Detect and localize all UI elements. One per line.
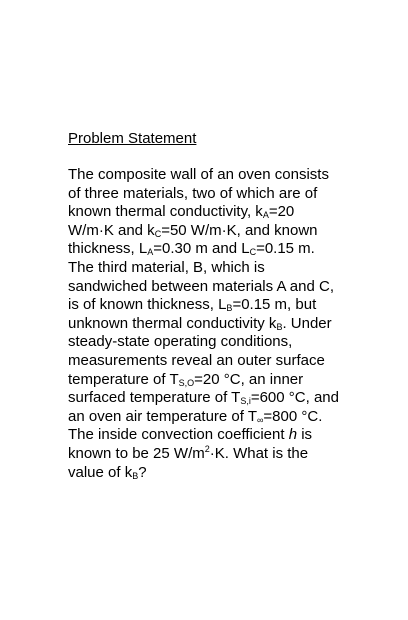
subscript-text: A <box>262 210 269 221</box>
paragraph-line <box>68 185 368 204</box>
paragraph-line <box>68 389 368 408</box>
paragraph-line <box>68 408 368 427</box>
paragraph-text: known thermal conductivity, k <box>68 203 263 221</box>
paragraph-text: known to be 25 W/m <box>68 444 205 462</box>
paragraph-line <box>68 240 368 259</box>
paragraph-line <box>68 352 368 371</box>
paragraph-text: =0.15 m, but <box>232 296 317 314</box>
paragraph-line <box>68 166 368 185</box>
subscript-text: C <box>154 228 162 239</box>
paragraph-text: =0.15 m. <box>256 240 315 258</box>
problem-statement-heading: Problem Statement <box>68 130 197 147</box>
subscript-text: A <box>147 247 154 258</box>
subscript-text: C <box>249 247 257 258</box>
paragraph-text: unknown thermal conductivity k <box>68 314 277 332</box>
paragraph-line <box>68 426 368 445</box>
paragraph-line <box>68 259 368 278</box>
superscript-text: 2 <box>204 443 210 454</box>
paragraph-text: W/m·K and k <box>68 221 155 239</box>
subscript-text: B <box>276 321 283 332</box>
paragraph-line <box>68 371 368 390</box>
subscript-text: ∞ <box>257 414 264 425</box>
paragraph-line <box>68 315 368 334</box>
paragraph-text: is of known thickness, L <box>68 296 227 314</box>
paragraph-text: of three materials, two of which are of <box>68 184 318 202</box>
paragraph-text: temperature of T <box>68 370 179 388</box>
paragraph-text: =20 <box>268 203 295 221</box>
paragraph-line <box>68 445 368 464</box>
paragraph-line <box>68 333 368 352</box>
paragraph-line <box>68 203 368 222</box>
paragraph-text: ·K. What is the <box>209 444 309 462</box>
paragraph-text: surfaced temperature of T <box>68 389 241 407</box>
paragraph-text: value of k <box>68 463 133 481</box>
paragraph-text: h <box>288 426 298 444</box>
paragraph-text: ? <box>138 463 147 481</box>
subscript-text: S,i <box>240 396 251 407</box>
paragraph-line <box>68 296 368 315</box>
problem-statement-body <box>68 166 368 482</box>
paragraph-text: =20 °C, an inner <box>194 370 304 388</box>
paragraph-line <box>68 222 368 241</box>
paragraph-text: =600 °C, and <box>250 389 339 407</box>
paragraph-text: measurements reveal an outer surface <box>68 351 325 369</box>
paragraph-line <box>68 278 368 297</box>
paragraph-line <box>68 464 368 483</box>
paragraph-text: . Under <box>282 314 332 332</box>
paragraph-text: The composite wall of an oven consists <box>68 166 329 183</box>
paragraph-text: thickness, L <box>68 240 148 258</box>
paragraph-text: steady-state operating conditions, <box>68 333 293 351</box>
subscript-text: B <box>226 303 233 314</box>
subscript-text: S,O <box>178 377 195 388</box>
paragraph-text: =800 °C. <box>263 407 323 425</box>
paragraph-text: =0.30 m and L <box>153 240 250 258</box>
paragraph-text: =50 W/m·K, and known <box>161 221 318 239</box>
paragraph-text: is <box>297 426 313 444</box>
paragraph-text: The inside convection coefficient <box>68 426 289 444</box>
paragraph-text: The third material, B, which is <box>68 258 265 276</box>
paragraph-text: sandwiched between materials A and C, <box>68 277 334 295</box>
subscript-text: B <box>132 470 139 481</box>
paragraph-text: an oven air temperature of T <box>68 407 257 425</box>
